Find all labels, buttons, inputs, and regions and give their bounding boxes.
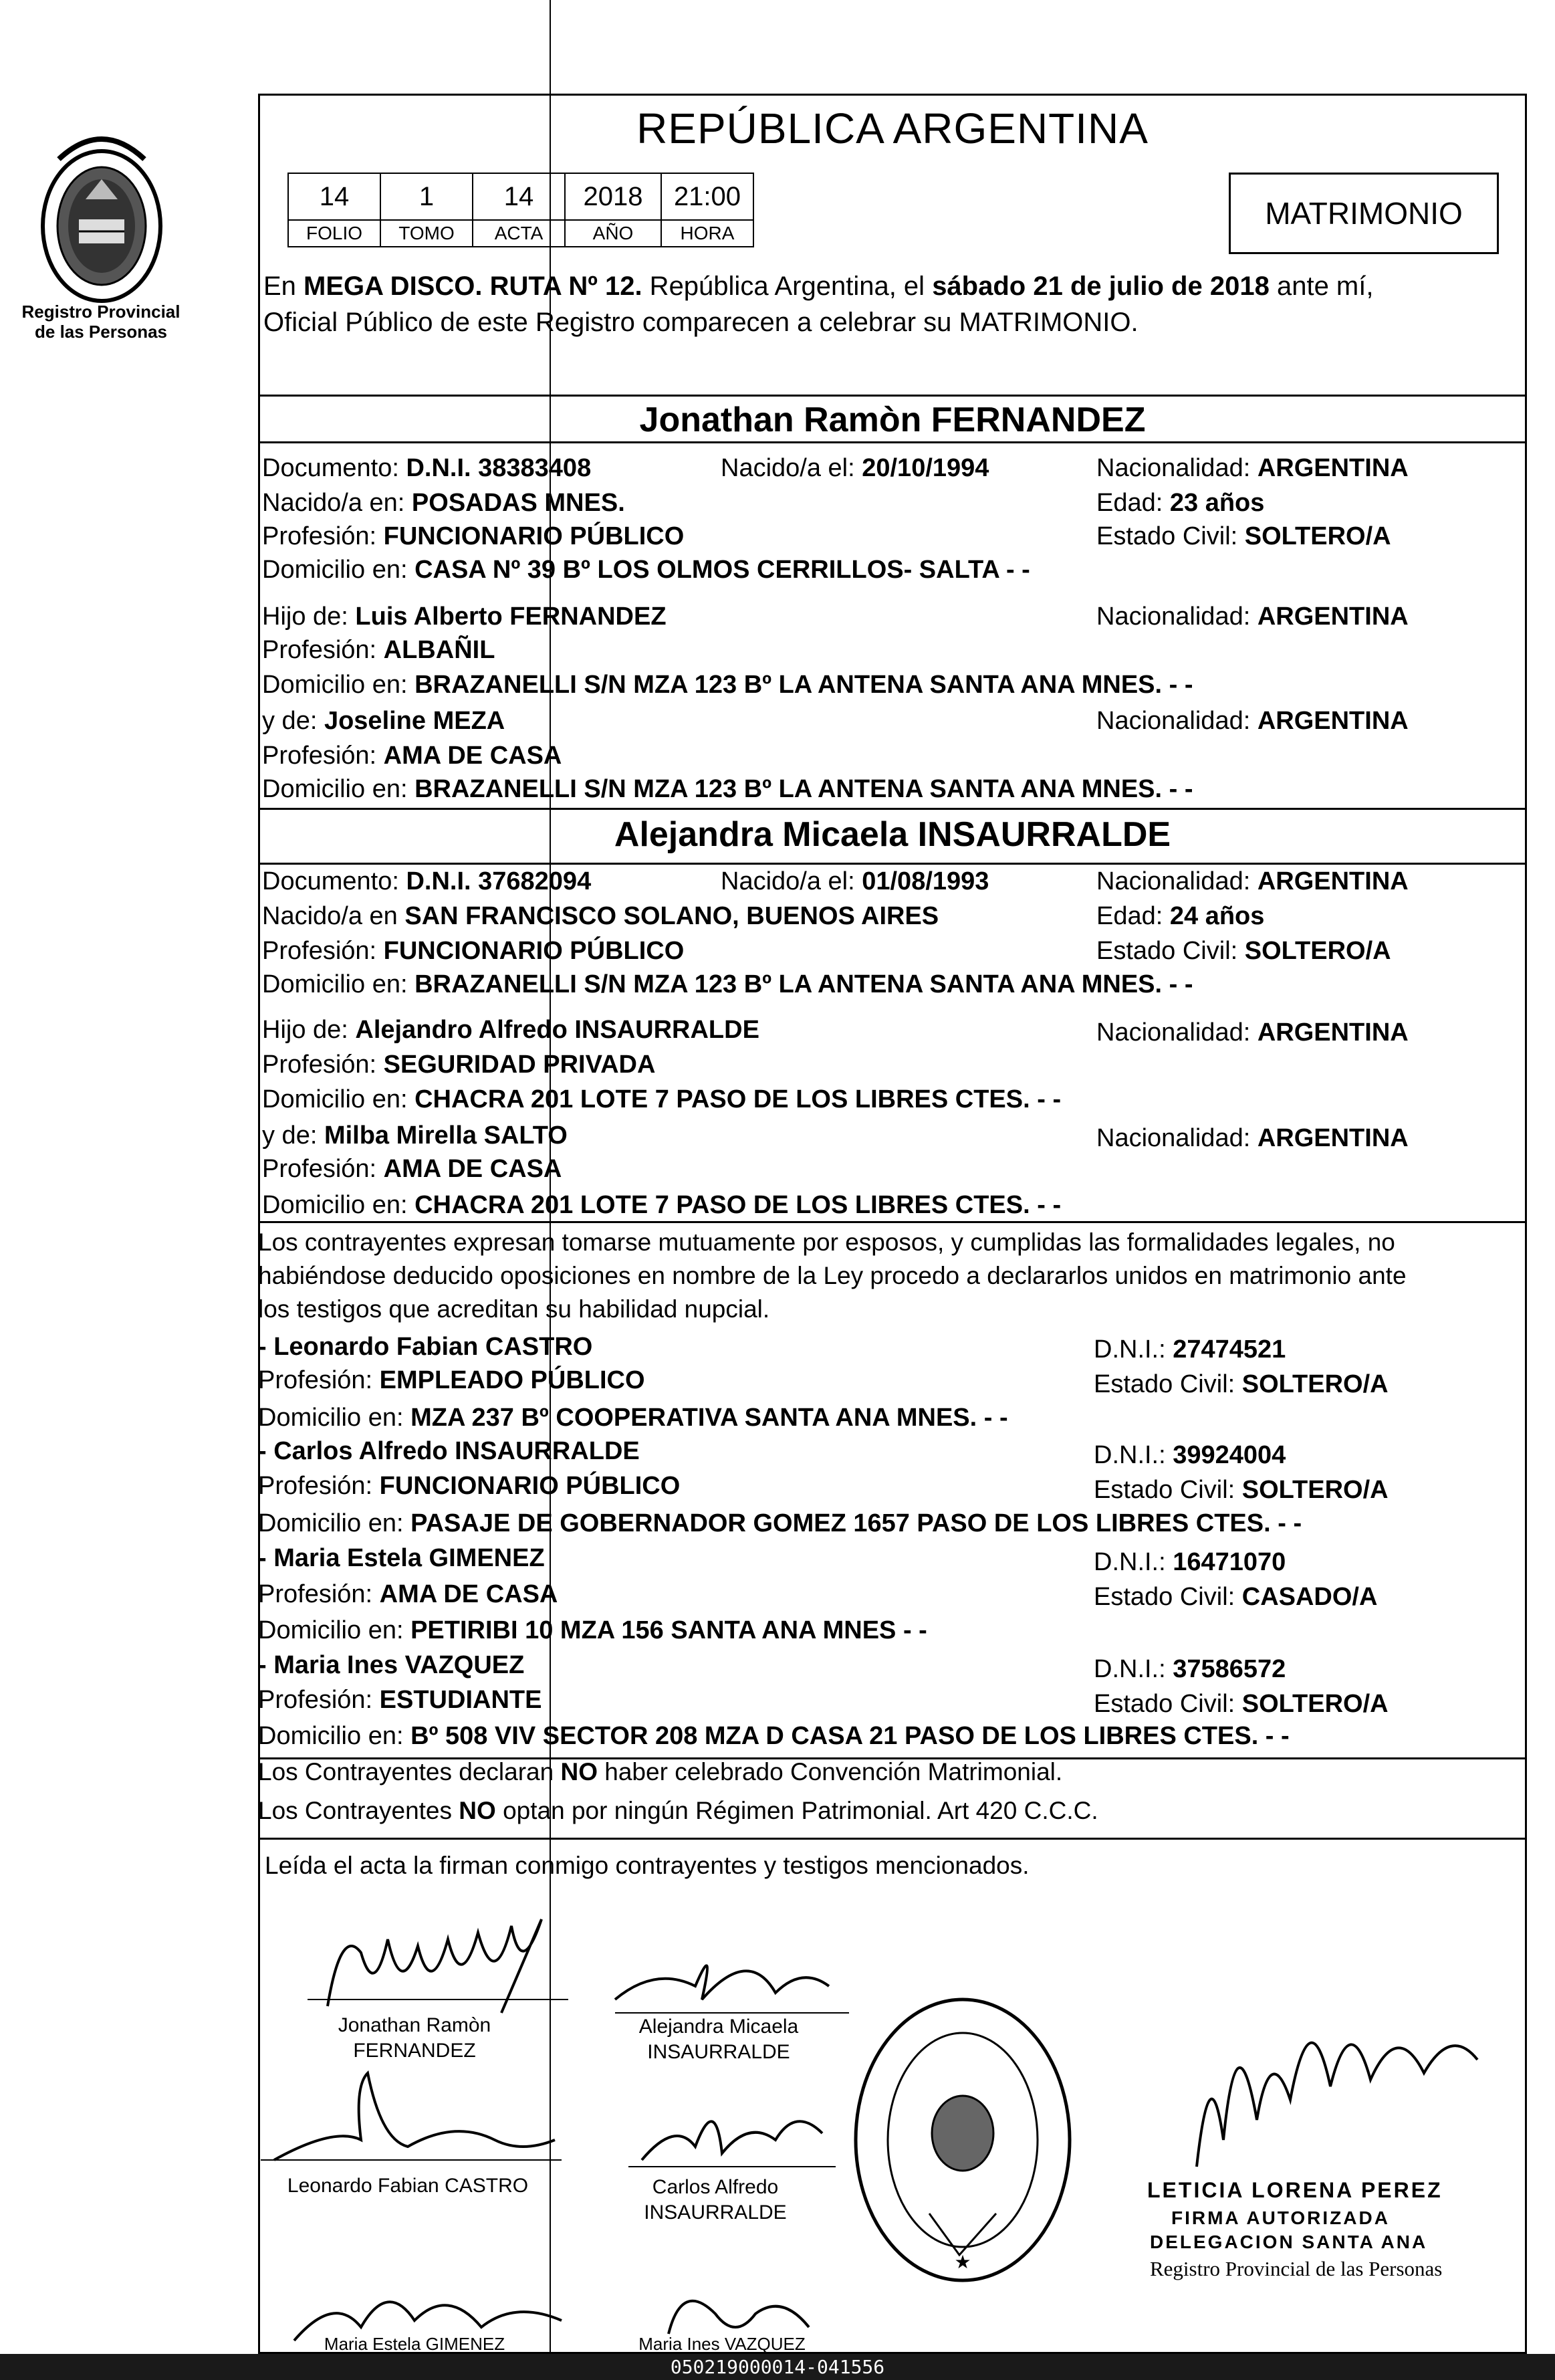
value: SOLTERO/A bbox=[1241, 1370, 1389, 1398]
groom-father-address bbox=[262, 667, 1193, 702]
value: BRAZANELLI S/N MZA 123 Bº LA ANTENA SANTA ANA MNES. - - bbox=[414, 970, 1193, 998]
value: SAN FRANCISCO SOLANO, BUENOS AIRES bbox=[404, 902, 939, 930]
label: Profesión: bbox=[258, 1580, 380, 1608]
label: D.N.I.: bbox=[1094, 1441, 1173, 1469]
value: 39924004 bbox=[1173, 1441, 1286, 1469]
officer-signature bbox=[1157, 1966, 1491, 2187]
groom-address bbox=[262, 552, 1030, 587]
divider-groom-name bbox=[258, 441, 1527, 443]
groom-civil-status bbox=[1096, 519, 1391, 554]
witness-3-dni bbox=[1094, 1545, 1286, 1580]
label: Profesión: bbox=[258, 1472, 380, 1500]
label: Domicilio en: bbox=[262, 1085, 415, 1113]
label: Nacionalidad: bbox=[1096, 867, 1258, 895]
seal-caption bbox=[13, 302, 189, 342]
value: ARGENTINA bbox=[1257, 1124, 1409, 1152]
label: Edad: bbox=[1096, 489, 1170, 517]
label: Domicilio en: bbox=[258, 1509, 411, 1537]
value: 16471070 bbox=[1173, 1548, 1286, 1576]
seal-caption-line2: de las Personas bbox=[35, 321, 167, 342]
value: Milba Mirella SALTO bbox=[324, 1121, 568, 1150]
witness-2-address bbox=[258, 1506, 1302, 1541]
label: D.N.I.: bbox=[1094, 1655, 1173, 1683]
bride-birthdate bbox=[721, 864, 989, 899]
label: Nacionalidad: bbox=[1096, 1018, 1258, 1047]
document-code-bar: 050219000014-041556 bbox=[0, 2354, 1555, 2380]
label: D.N.I.: bbox=[1094, 1335, 1173, 1364]
bride-mother-nationality bbox=[1096, 1121, 1409, 1156]
label: Profesión: bbox=[258, 1366, 380, 1394]
value: ARGENTINA bbox=[1257, 454, 1409, 482]
witness-3-signature-caption: Maria Estela GIMENEZ bbox=[324, 2334, 505, 2354]
groom-father bbox=[262, 599, 667, 634]
witness-2-signature-caption bbox=[615, 2175, 816, 2226]
intro-place: MEGA DISCO. RUTA Nº 12. bbox=[304, 272, 642, 301]
value: MZA 237 Bº COOPERATIVA SANTA ANA MNES. - - bbox=[410, 1404, 1008, 1432]
text: Los Contrayentes bbox=[258, 1797, 459, 1824]
value: 37586572 bbox=[1173, 1655, 1286, 1683]
bride-signature-caption bbox=[608, 2014, 829, 2065]
witness-1-signature bbox=[254, 2060, 568, 2187]
label: Documento: bbox=[262, 867, 406, 895]
intro-date: sábado 21 de julio de 2018 bbox=[932, 272, 1270, 301]
caption-line: Carlos Alfredo bbox=[652, 2176, 779, 2198]
page-title: REPÚBLICA ARGENTINA bbox=[636, 104, 1149, 152]
value: 01/08/1993 bbox=[862, 867, 989, 895]
value: - Carlos Alfredo INSAURRALDE bbox=[258, 1437, 640, 1465]
value: ARGENTINA bbox=[1257, 1018, 1409, 1047]
label: Domicilio en: bbox=[262, 556, 415, 584]
label: Estado Civil: bbox=[1094, 1690, 1242, 1718]
text: haber celebrado Convención Matrimonial. bbox=[598, 1758, 1063, 1786]
folio-label: FOLIO bbox=[288, 220, 380, 247]
label: y de: bbox=[262, 707, 324, 735]
witness-2-profession bbox=[258, 1469, 680, 1503]
groom-birthdate bbox=[721, 451, 989, 485]
value: BRAZANELLI S/N MZA 123 Bº LA ANTENA SANTA ANA MNES. - - bbox=[414, 671, 1193, 699]
bride-father-address bbox=[262, 1082, 1061, 1117]
value: CHACRA 201 LOTE 7 PASO DE LOS LIBRES CTES. - - bbox=[414, 1085, 1062, 1113]
bride-mother-profession bbox=[262, 1152, 562, 1186]
text: optan por ningún Régimen Patrimonial. Art 420 C.C.C. bbox=[495, 1797, 1098, 1824]
label: Estado Civil: bbox=[1094, 1583, 1242, 1611]
label: Domicilio en: bbox=[258, 1616, 411, 1644]
value: PETIRIBI 10 MZA 156 SANTA ANA MNES - - bbox=[410, 1616, 927, 1644]
bride-age bbox=[1096, 899, 1264, 934]
registry-stamp bbox=[849, 1993, 1076, 2287]
value: - Leonardo Fabian CASTRO bbox=[258, 1333, 593, 1361]
label: Nacido/a el: bbox=[721, 867, 862, 895]
declaration-line-1: Los contrayentes expresan tomarse mutuamente por esposos, y cumplidas las formalidades legales, no bbox=[258, 1228, 1395, 1256]
value: ARGENTINA bbox=[1257, 707, 1409, 735]
label: Hijo de: bbox=[262, 603, 356, 631]
witness-3-name bbox=[258, 1541, 545, 1576]
value: 24 años bbox=[1169, 902, 1265, 930]
label: Nacido/a en bbox=[262, 902, 405, 930]
bride-father-nationality bbox=[1096, 1015, 1409, 1050]
label: Estado Civil: bbox=[1094, 1476, 1242, 1504]
value: FUNCIONARIO PÚBLICO bbox=[379, 1472, 681, 1500]
value: AMA DE CASA bbox=[383, 1155, 562, 1183]
acta-label: ACTA bbox=[473, 220, 565, 247]
witness-1-signature-caption: Leonardo Fabian CASTRO bbox=[287, 2175, 529, 2197]
value: SOLTERO/A bbox=[1241, 1690, 1389, 1718]
value: 27474521 bbox=[1173, 1335, 1286, 1364]
value: ARGENTINA bbox=[1257, 603, 1409, 631]
value: - Maria Estela GIMENEZ bbox=[258, 1544, 545, 1572]
groom-mother-nationality bbox=[1096, 704, 1409, 738]
value: EMPLEADO PÚBLICO bbox=[379, 1366, 645, 1394]
label: Nacionalidad: bbox=[1096, 603, 1258, 631]
registry-table bbox=[287, 173, 754, 247]
witness-4-name bbox=[258, 1648, 524, 1683]
declaration-line-2: habiéndose deducido oposiciones en nombre de la Ley procedo a declararlos unidos en matrimonio ante bbox=[258, 1262, 1407, 1289]
value: 20/10/1994 bbox=[862, 454, 989, 482]
witness-2-signature bbox=[622, 2080, 842, 2180]
label: Profesión: bbox=[262, 1155, 384, 1183]
witness-2-dni bbox=[1094, 1438, 1286, 1473]
witness-3-address bbox=[258, 1613, 927, 1648]
value: FUNCIONARIO PÚBLICO bbox=[383, 937, 685, 965]
seal-caption-line1: Registro Provincial bbox=[21, 302, 181, 322]
label: Estado Civil: bbox=[1096, 937, 1245, 965]
label: Profesión: bbox=[262, 937, 384, 965]
declaration-line-3: los testigos que acreditan su habilidad nupcial. bbox=[258, 1295, 770, 1323]
officer-name: LETICIA LORENA PEREZ bbox=[1147, 2178, 1443, 2202]
groom-document bbox=[262, 451, 591, 485]
divider-closing bbox=[258, 1838, 1527, 1840]
caption-line: FERNANDEZ bbox=[353, 2040, 476, 2062]
label: Domicilio en: bbox=[262, 671, 415, 699]
anio-label: AÑO bbox=[565, 220, 661, 247]
witness-4-address bbox=[258, 1719, 1290, 1753]
intro-text: ante mí, bbox=[1269, 272, 1374, 301]
label: Nacionalidad: bbox=[1096, 707, 1258, 735]
value: Luis Alberto FERNANDEZ bbox=[355, 603, 667, 631]
witness-1-civil-status bbox=[1094, 1367, 1389, 1402]
misiones-seal bbox=[39, 119, 164, 305]
text: Los Contrayentes declaran bbox=[258, 1758, 561, 1786]
svg-text:★: ★ bbox=[954, 2251, 971, 2273]
caption-line: Jonathan Ramòn bbox=[338, 2014, 491, 2036]
tomo-value: 1 bbox=[380, 173, 473, 220]
officer-office: DELEGACION SANTA ANA bbox=[1150, 2232, 1428, 2252]
hora-value: 21:00 bbox=[661, 173, 753, 220]
label: Estado Civil: bbox=[1094, 1370, 1242, 1398]
text-bold: NO bbox=[560, 1758, 598, 1786]
groom-profession bbox=[262, 519, 684, 554]
groom-age bbox=[1096, 485, 1264, 520]
divider-bride bbox=[258, 808, 1527, 810]
bride-birthplace bbox=[262, 899, 939, 934]
label: Documento: bbox=[262, 454, 406, 482]
value: CHACRA 201 LOTE 7 PASO DE LOS LIBRES CTES. - - bbox=[414, 1191, 1062, 1219]
label: Domicilio en: bbox=[258, 1404, 411, 1432]
label: Nacionalidad: bbox=[1096, 1124, 1258, 1152]
bride-mother bbox=[262, 1118, 568, 1153]
intro-line-1 bbox=[263, 269, 1373, 304]
caption-line: INSAURRALDE bbox=[647, 2041, 790, 2063]
value: ALBAÑIL bbox=[383, 636, 495, 664]
bride-name: Alejandra Micaela INSAURRALDE bbox=[614, 815, 1171, 854]
value: CASA Nº 39 Bº LOS OLMOS CERRILLOS- SALTA - - bbox=[414, 556, 1030, 584]
label: Nacionalidad: bbox=[1096, 454, 1258, 482]
groom-nationality bbox=[1096, 451, 1409, 485]
value: PASAJE DE GOBERNADOR GOMEZ 1657 PASO DE LOS LIBRES CTES. - - bbox=[410, 1509, 1302, 1537]
witness-1-name bbox=[258, 1329, 592, 1364]
value: 23 años bbox=[1169, 489, 1265, 517]
bride-address bbox=[262, 967, 1193, 1002]
officer-registry: Registro Provincial de las Personas bbox=[1150, 2257, 1443, 2280]
label: Domicilio en: bbox=[262, 775, 415, 803]
convention-statement bbox=[258, 1755, 1062, 1790]
label: Domicilio en: bbox=[262, 970, 415, 998]
groom-name: Jonathan Ramòn FERNANDEZ bbox=[639, 401, 1146, 439]
label: Hijo de: bbox=[262, 1016, 356, 1044]
value: Alejandro Alfredo INSAURRALDE bbox=[355, 1016, 759, 1044]
groom-dni: D.N.I. 38383408 bbox=[406, 454, 592, 482]
value: CASADO/A bbox=[1241, 1583, 1378, 1611]
witness-4-profession bbox=[258, 1683, 542, 1717]
acta-value: 14 bbox=[473, 173, 565, 220]
value: AMA DE CASA bbox=[379, 1580, 558, 1608]
divider-header bbox=[258, 395, 1527, 397]
value: SOLTERO/A bbox=[1241, 1476, 1389, 1504]
label: y de: bbox=[262, 1121, 324, 1150]
groom-father-nationality bbox=[1096, 599, 1409, 634]
hora-label: HORA bbox=[661, 220, 753, 247]
label: Profesión: bbox=[262, 742, 384, 770]
bride-signature bbox=[602, 1926, 856, 2026]
tomo-label: TOMO bbox=[380, 220, 473, 247]
label: Profesión: bbox=[262, 522, 384, 550]
value: FUNCIONARIO PÚBLICO bbox=[383, 522, 685, 550]
value: ARGENTINA bbox=[1257, 867, 1409, 895]
value: POSADAS MNES. bbox=[411, 489, 625, 517]
groom-signature-caption bbox=[314, 2013, 515, 2064]
intro-line-2: Oficial Público de este Registro comparecen a celebrar su MATRIMONIO. bbox=[263, 308, 1139, 337]
witness-1-dni bbox=[1094, 1332, 1286, 1367]
bride-dni: D.N.I. 37682094 bbox=[406, 867, 592, 895]
label: Domicilio en: bbox=[262, 1191, 415, 1219]
witness-4-signature-caption: Maria Ines VAZQUEZ bbox=[638, 2334, 806, 2354]
label: Domicilio en: bbox=[258, 1722, 411, 1750]
value: SOLTERO/A bbox=[1244, 522, 1391, 550]
witness-3-civil-status bbox=[1094, 1580, 1377, 1614]
value: ESTUDIANTE bbox=[379, 1686, 542, 1714]
bride-profession bbox=[262, 934, 684, 968]
regime-statement bbox=[258, 1794, 1098, 1828]
value: SOLTERO/A bbox=[1244, 937, 1391, 965]
folio-value: 14 bbox=[288, 173, 380, 220]
value: - Maria Ines VAZQUEZ bbox=[258, 1651, 525, 1679]
act-type-box: MATRIMONIO bbox=[1229, 173, 1499, 254]
label: Profesión: bbox=[258, 1686, 380, 1714]
label: Profesión: bbox=[262, 636, 384, 664]
value: AMA DE CASA bbox=[383, 742, 562, 770]
label: D.N.I.: bbox=[1094, 1548, 1173, 1576]
caption-line: Alejandra Micaela bbox=[638, 2016, 799, 2038]
label: Nacido/a en: bbox=[262, 489, 412, 517]
value: Joseline MEZA bbox=[324, 707, 505, 735]
witness-2-name bbox=[258, 1434, 640, 1469]
label: Estado Civil: bbox=[1096, 522, 1245, 550]
value: BRAZANELLI S/N MZA 123 Bº LA ANTENA SANTA ANA MNES. - - bbox=[414, 775, 1193, 803]
groom-birthplace bbox=[262, 485, 625, 520]
witness-4-dni bbox=[1094, 1652, 1286, 1687]
groom-mother-profession bbox=[262, 738, 562, 773]
witness-1-profession bbox=[258, 1363, 645, 1398]
anio-value: 2018 bbox=[565, 173, 661, 220]
label: Nacido/a el: bbox=[721, 454, 862, 482]
bride-nationality bbox=[1096, 864, 1409, 899]
bride-mother-address bbox=[262, 1188, 1061, 1222]
label: Edad: bbox=[1096, 902, 1170, 930]
value: SEGURIDAD PRIVADA bbox=[383, 1051, 656, 1079]
intro-text: República Argentina, el bbox=[642, 272, 933, 301]
witness-4-civil-status bbox=[1094, 1687, 1389, 1721]
witness-1-address bbox=[258, 1400, 1008, 1435]
intro-text: En bbox=[263, 272, 304, 301]
groom-mother-address bbox=[262, 772, 1193, 806]
label: Profesión: bbox=[262, 1051, 384, 1079]
text-bold: NO bbox=[459, 1797, 496, 1824]
value: Bº 508 VIV SECTOR 208 MZA D CASA 21 PASO DE LOS LIBRES CTES. - - bbox=[410, 1722, 1290, 1750]
caption-line: INSAURRALDE bbox=[644, 2201, 787, 2224]
bride-father bbox=[262, 1012, 759, 1047]
witness-3-profession bbox=[258, 1577, 558, 1612]
groom-father-profession bbox=[262, 633, 495, 667]
officer-role: FIRMA AUTORIZADA bbox=[1171, 2207, 1390, 2228]
witness-2-civil-status bbox=[1094, 1473, 1389, 1507]
closing-statement: Leída el acta la firman conmigo contrayentes y testigos mencionados. bbox=[265, 1852, 1030, 1879]
bride-document bbox=[262, 864, 591, 899]
groom-mother bbox=[262, 704, 505, 738]
bride-civil-status bbox=[1096, 934, 1391, 968]
bride-father-profession bbox=[262, 1047, 655, 1082]
